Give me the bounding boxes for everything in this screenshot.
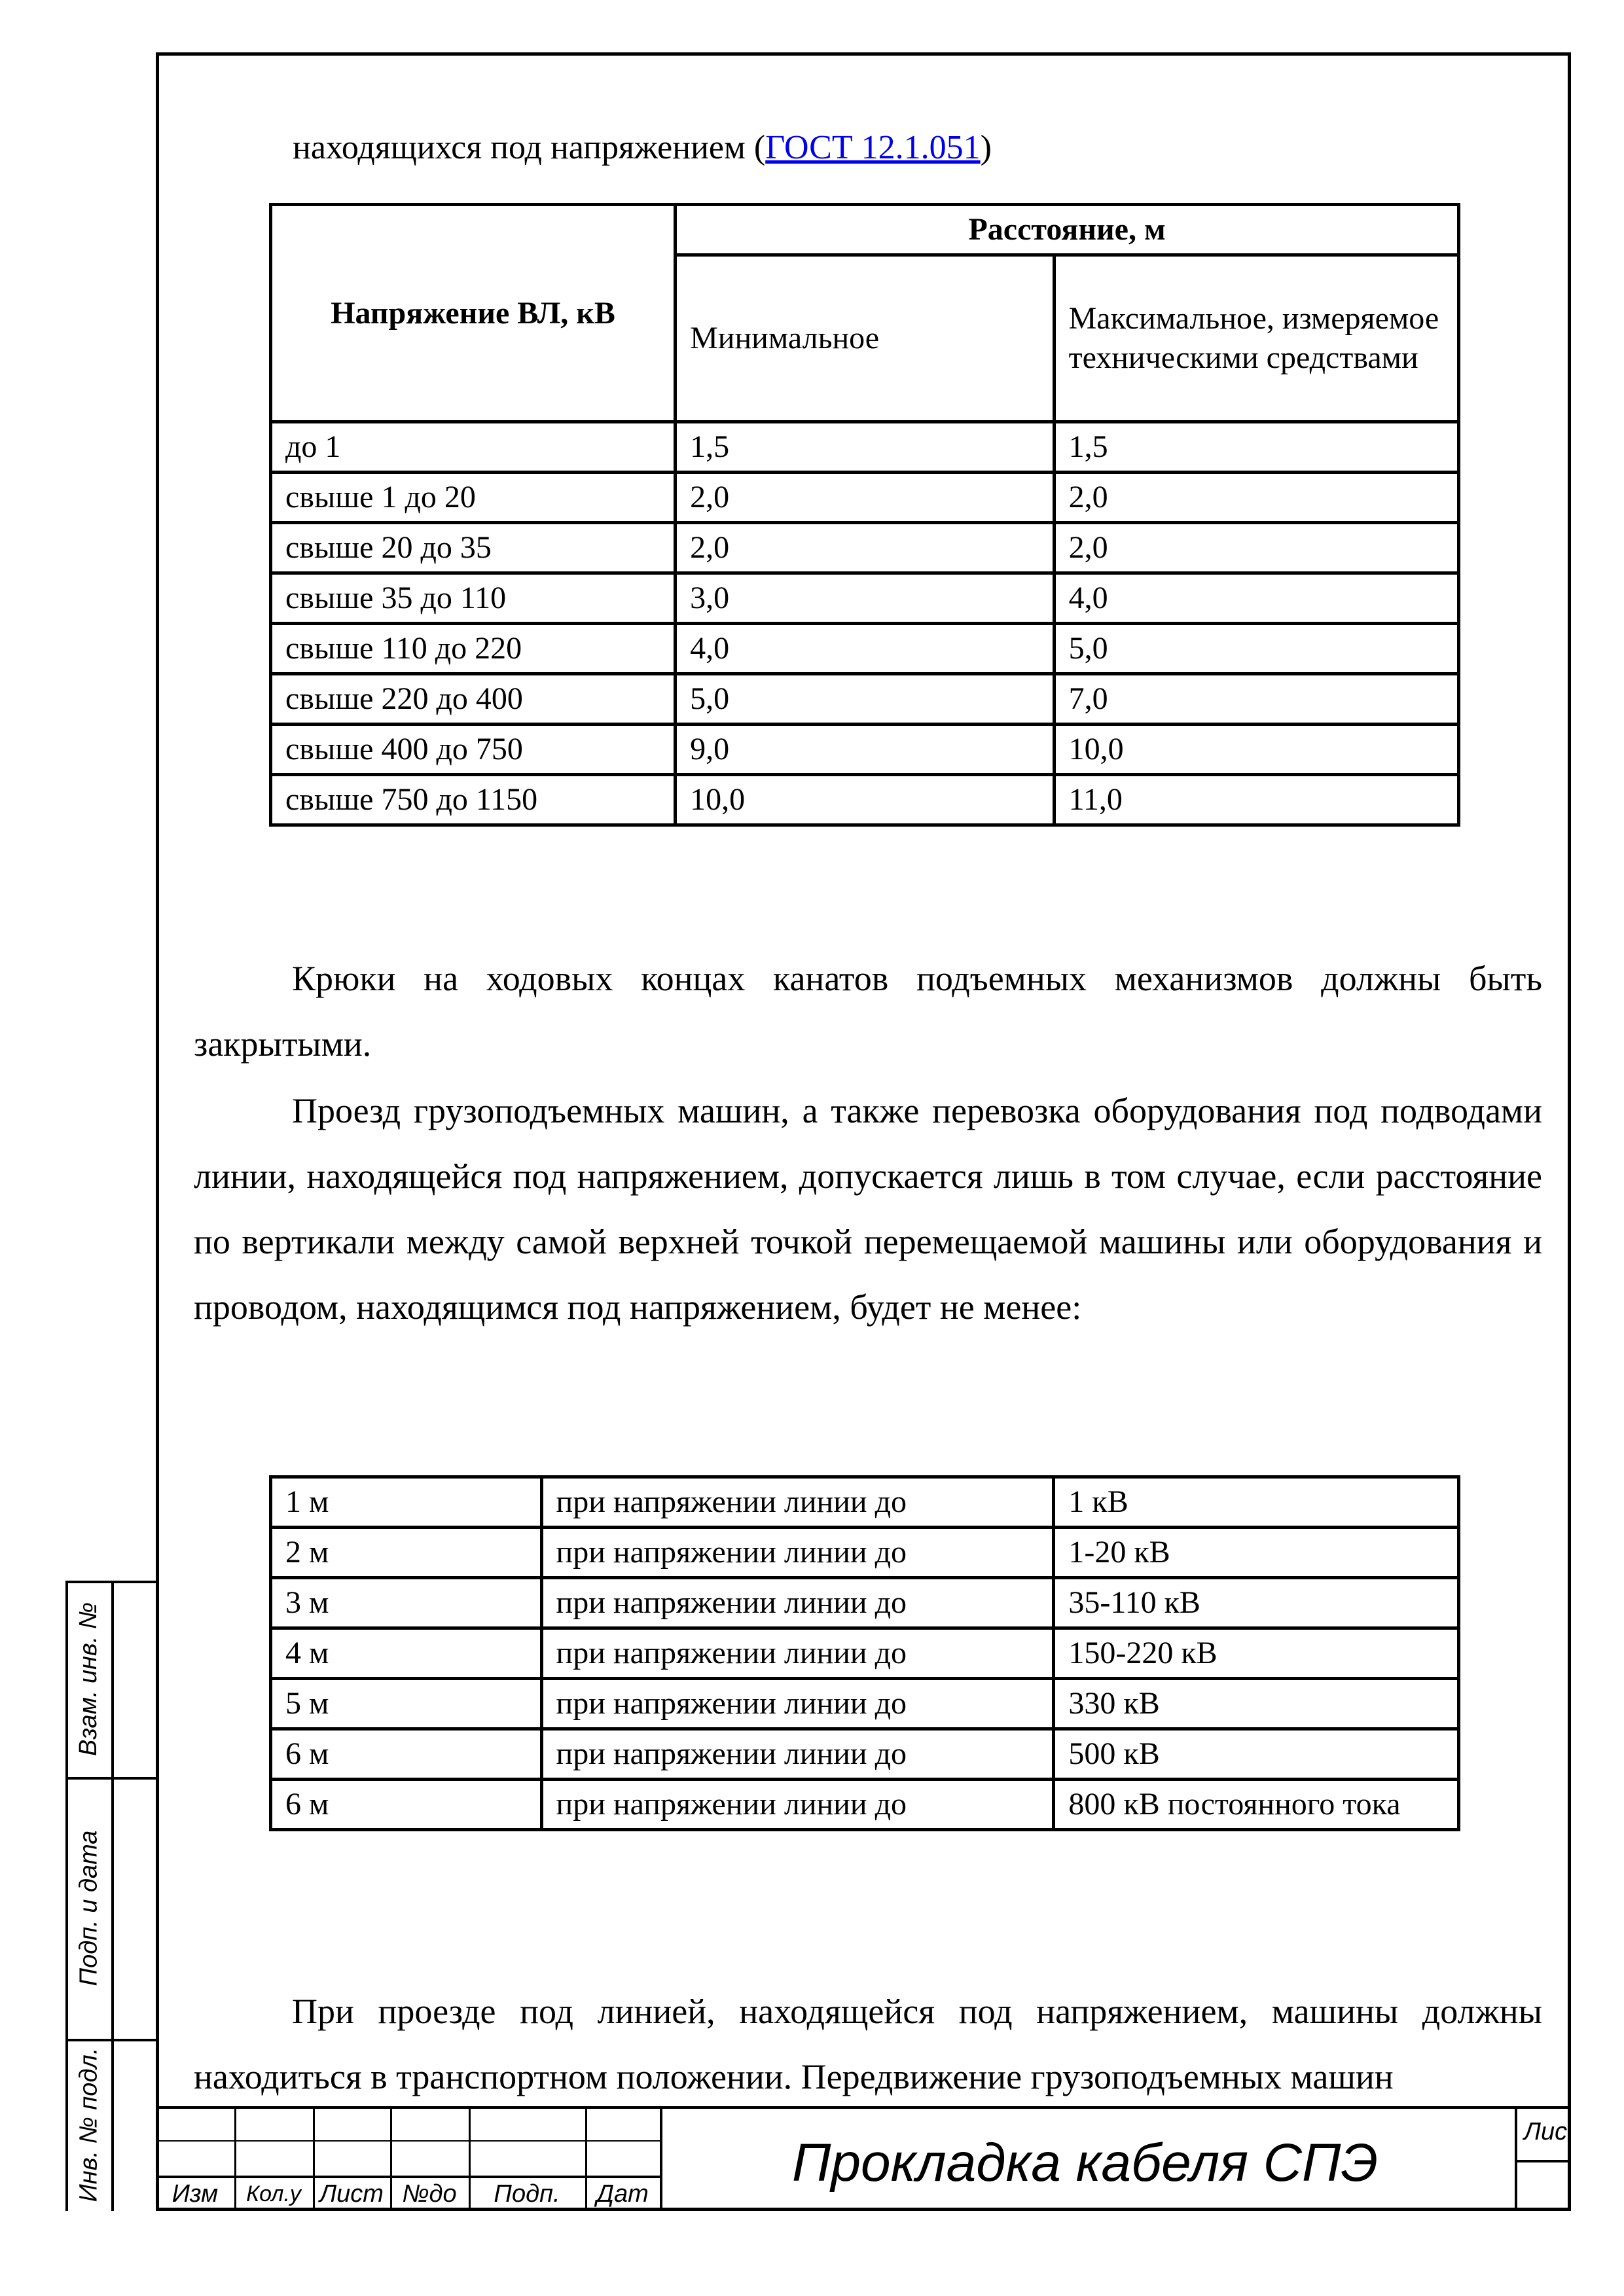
- clearance-row: [271, 1477, 1459, 1528]
- clearance-cell: при напряжении линии до: [541, 1628, 1054, 1679]
- tb-izm: Изм: [171, 2179, 219, 2208]
- side-stamp-vzam: [65, 1581, 113, 1777]
- side-stamp-podp: [65, 1777, 113, 2039]
- clearance-cell: 800 кВ постоянного тока: [1054, 1780, 1459, 1830]
- clearance-cell: 5 м: [271, 1679, 542, 1729]
- header-min: Минимальное: [676, 255, 1054, 422]
- distance-cell: 5,0: [1054, 624, 1458, 674]
- clearance-cell: 6 м: [271, 1780, 542, 1830]
- distance-cell: свыше 1 до 20: [271, 473, 676, 523]
- distance-cell: свыше 20 до 35: [271, 523, 676, 573]
- clearance-cell: 330 кВ: [1054, 1679, 1459, 1729]
- distance-row: [271, 674, 1459, 725]
- clearance-cell: 1 м: [271, 1477, 542, 1528]
- distance-cell: 1,5: [676, 422, 1054, 473]
- clearance-cell: 2 м: [271, 1528, 542, 1578]
- caption-prefix: находящихся под напряжением (: [293, 129, 766, 166]
- side-stamp-podp-text: Подп. и дата: [75, 1830, 103, 1986]
- distance-cell: 1,5: [1054, 422, 1458, 473]
- clearance-cell: 6 м: [271, 1729, 542, 1780]
- distance-cell: до 1: [271, 422, 676, 473]
- distance-cell: 2,0: [1054, 473, 1458, 523]
- distance-row: [271, 775, 1459, 825]
- clearance-cell: 500 кВ: [1054, 1729, 1459, 1780]
- clearance-cell: 35-110 кВ: [1054, 1578, 1459, 1628]
- clearance-row: [271, 1729, 1459, 1780]
- distance-cell: свыше 400 до 750: [271, 725, 676, 775]
- distance-cell: свыше 220 до 400: [271, 674, 676, 725]
- clearance-cell: при напряжении линии до: [541, 1477, 1054, 1528]
- document-title: Прокладка кабеля СПЭ: [792, 2133, 1379, 2193]
- clearance-row: [271, 1679, 1459, 1729]
- distance-row: [271, 624, 1459, 674]
- distance-cell: 2,0: [1054, 523, 1458, 573]
- header-max: Максимальное, измеряемое техническими средствами: [1054, 255, 1458, 422]
- clearance-cell: 1 кВ: [1054, 1477, 1459, 1528]
- paragraph-transport: При проезде под линией, находящейся под напряжением, машины должны находиться в транспортном положении. Передвижение грузоподъемных машин: [194, 1992, 1542, 2096]
- clearance-row: [271, 1578, 1459, 1628]
- clearance-row: [271, 1780, 1459, 1830]
- distance-table: [269, 203, 1460, 827]
- distance-cell: 9,0: [676, 725, 1054, 775]
- clearance-table-body: [271, 1477, 1459, 1830]
- clearance-row: [271, 1528, 1459, 1578]
- distance-cell: 10,0: [1054, 725, 1458, 775]
- tb-date: Дат: [596, 2179, 649, 2208]
- distance-cell: 7,0: [1054, 674, 1458, 725]
- header-voltage: Напряжение ВЛ, кВ: [271, 205, 676, 422]
- side-stamp-vzam-text: Взам. инв. №: [75, 1602, 103, 1756]
- distance-cell: 3,0: [676, 573, 1054, 624]
- header-distance: Расстояние, м: [676, 205, 1459, 255]
- paragraph-passage: Проезд грузоподъемных машин, а также перевозка оборудования под подводами линии, находящейся под напряжением, допускается лишь в том случае, если расстояние по вертикали между самой верхней точкой перемещаемой машины или оборудования и проводом, находящимся под напряжением, будет не менее:: [194, 1091, 1542, 1327]
- paragraph-hooks: Крюки на ходовых концах канатов подъемных механизмов должны быть закрытыми.: [194, 959, 1542, 1064]
- distance-cell: свыше 110 до 220: [271, 624, 676, 674]
- distance-cell: 4,0: [676, 624, 1054, 674]
- tb-kolu: Кол.у: [246, 2181, 301, 2206]
- tb-ndoc: №до: [402, 2179, 457, 2208]
- clearance-cell: 150-220 кВ: [1054, 1628, 1459, 1679]
- distance-row: [271, 725, 1459, 775]
- distance-row: [271, 573, 1459, 624]
- distance-cell: 4,0: [1054, 573, 1458, 624]
- caption-suffix: ): [980, 129, 992, 166]
- clearance-cell: при напряжении линии до: [541, 1578, 1054, 1628]
- clearance-cell: 3 м: [271, 1578, 542, 1628]
- distance-cell: 2,0: [676, 523, 1054, 573]
- side-stamp-inv-text: Инв. № подл.: [75, 2047, 103, 2202]
- clearance-table: [269, 1475, 1460, 1831]
- distance-row: [271, 422, 1459, 473]
- tb-top-line: [156, 2106, 1571, 2109]
- side-stamp-inv: [65, 2039, 113, 2211]
- clearance-cell: при напряжении линии до: [541, 1679, 1054, 1729]
- distance-table-body: [271, 422, 1459, 825]
- distance-cell: 11,0: [1054, 775, 1458, 825]
- distance-cell: 5,0: [676, 674, 1054, 725]
- clearance-cell: 1-20 кВ: [1054, 1528, 1459, 1578]
- tb-list: Лист: [319, 2179, 384, 2208]
- clearance-cell: при напряжении линии до: [541, 1528, 1054, 1578]
- tb-podp: Подп.: [494, 2179, 560, 2208]
- distance-cell: 10,0: [676, 775, 1054, 825]
- distance-row: [271, 523, 1459, 573]
- distance-row: [271, 473, 1459, 523]
- clearance-row: [271, 1628, 1459, 1679]
- table-caption: [293, 128, 992, 167]
- distance-cell: свыше 35 до 110: [271, 573, 676, 624]
- tb-sheet-label: Лис: [1523, 2118, 1568, 2145]
- clearance-cell: при напряжении линии до: [541, 1729, 1054, 1780]
- distance-cell: свыше 750 до 1150: [271, 775, 676, 825]
- side-stamp: [65, 1581, 157, 2211]
- gost-link[interactable]: ГОСТ 12.1.051: [765, 129, 981, 166]
- clearance-cell: при напряжении линии до: [541, 1780, 1054, 1830]
- distance-cell: 2,0: [676, 473, 1054, 523]
- title-block: [156, 2106, 1571, 2211]
- clearance-cell: 4 м: [271, 1628, 542, 1679]
- table-header-row: [271, 205, 1459, 255]
